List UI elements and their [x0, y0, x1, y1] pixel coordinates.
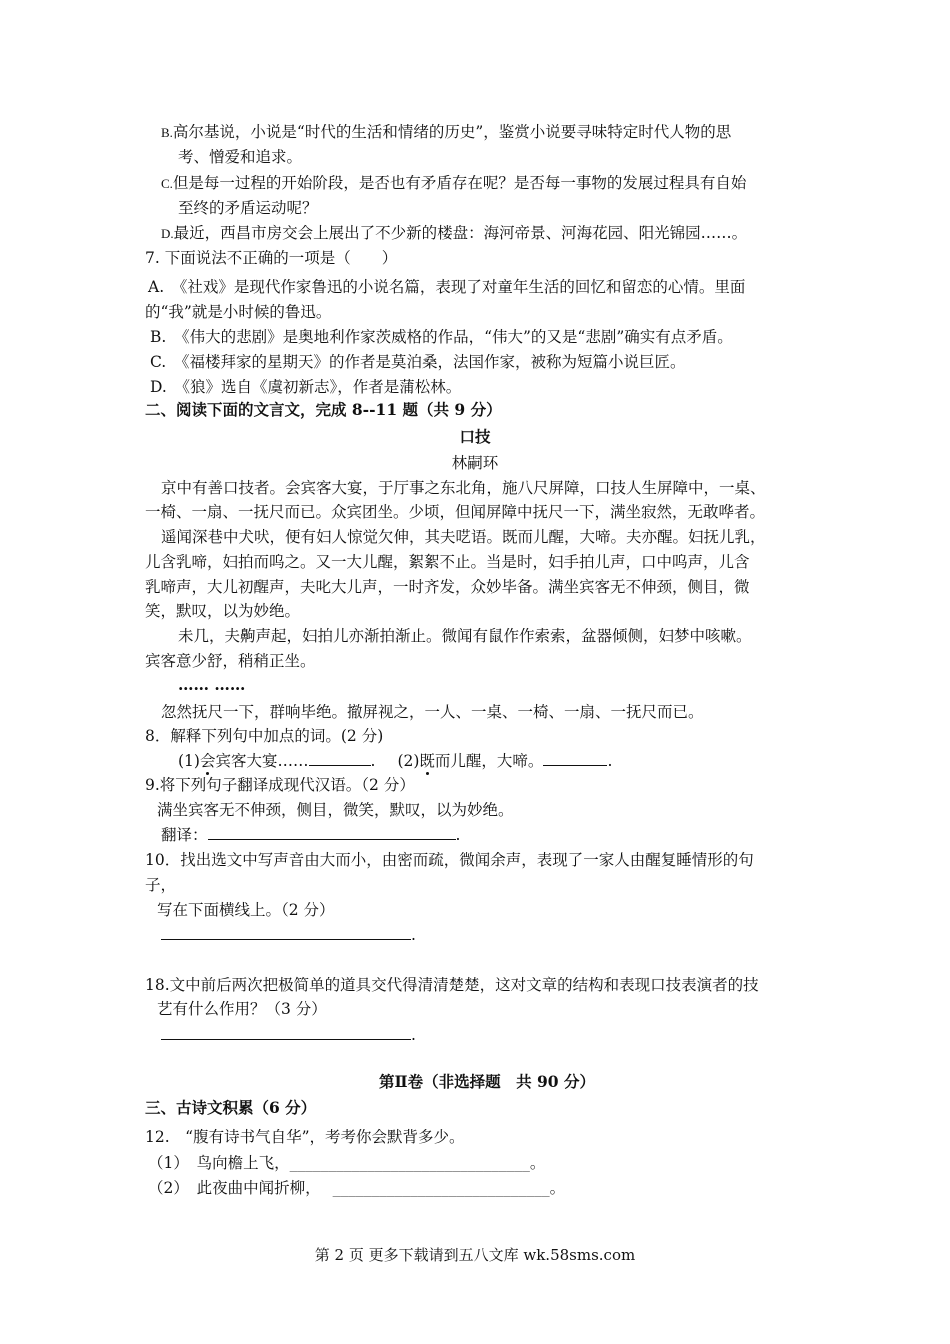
question-10-stem-line2: 子，	[145, 876, 177, 894]
passage-p2-line2: 儿含乳啼，妇拍而呜之。又一大儿醒，絮絮不止。当是时，妇手拍儿声，口中呜声，儿含	[145, 553, 750, 571]
option-text: 但是每一过程的开始阶段，是否也有矛盾存在呢？是否每一事物的发展过程具有自始	[172, 174, 747, 192]
question-7-option-b: B. 《伟大的悲剧》是奥地利作家茨威格的作品，“伟大”的又是“悲剧”确实有点矛盾。	[150, 328, 733, 346]
question-8-items	[178, 751, 612, 771]
section-3-heading: 三、古诗文积累（6 分）	[145, 1098, 317, 1117]
option-text: 最近，西昌市房交会上展出了不少新的楼盘：海河帝景、河海花园、阳光锦园……。	[173, 224, 748, 242]
question-7-option-a: A. 《社戏》是现代作家鲁迅的小说名篇，表现了对童年生活的回忆和留恋的心情。里面	[148, 278, 746, 296]
passage-title: 口技	[459, 427, 491, 446]
item-end: .	[370, 752, 376, 770]
question-10-stem-line3: 写在下面横线上。（2 分）	[157, 901, 335, 919]
passage-p1-line2: 一椅、一扇、一抚尺而已。众宾团坐。少顷，但闻屏障中抚尺一下，满坐寂然，无敢哗者。	[145, 503, 766, 521]
question-7-option-c: C. 《福楼拜家的星期天》的作者是莫泊桑，法国作家，被称为短篇小说巨匠。	[150, 353, 686, 371]
item-text: 宾客大宴……	[215, 752, 309, 770]
question-7-option-a-cont: 的“我”就是小时候的鲁迅。	[145, 303, 332, 321]
item-end: .	[411, 926, 416, 944]
option-6d	[161, 223, 747, 244]
option-text: 高尔基说，小说是“时代的生活和情绪的历史”，鉴赏小说要寻味特定时代人物的思	[172, 123, 732, 141]
answer-blank[interactable]	[161, 1025, 411, 1040]
item-end: .	[607, 752, 613, 770]
answer-blank[interactable]	[208, 825, 456, 840]
question-12-item-2	[148, 1178, 565, 1198]
question-7-option-d: D. 《狼》选自《虞初新志》，作者是蒲松林。	[150, 378, 462, 396]
question-9-translation	[161, 825, 460, 845]
item-end: .	[411, 1026, 416, 1044]
question-18-stem-line2: 艺有什么作用？（3 分）	[157, 1000, 327, 1018]
option-label: B.	[161, 125, 173, 140]
option-6c-cont: 至终的矛盾运动呢？	[178, 199, 318, 217]
dotted-word: 会	[199, 752, 216, 770]
question-9-stem: 9.将下列句子翻译成现代汉语。（2 分）	[145, 776, 415, 794]
question-12-item-1	[148, 1153, 545, 1173]
passage-p2-line4: 笑，默叹，以为妙绝。	[145, 602, 301, 620]
question-10-answer	[161, 925, 416, 945]
question-8-stem: 8．解释下列句中加点的词。(2 分)	[145, 727, 384, 745]
item-text: （2） 此夜曲中闻折柳，	[148, 1179, 321, 1197]
answer-blank[interactable]: ____________________________	[332, 1179, 550, 1197]
answer-blank[interactable]	[543, 751, 607, 766]
question-18-stem-line1: 18.文中前后两次把极简单的道具交代得清清楚楚，这对文章的结构和表现口技表演者的技	[145, 976, 759, 994]
passage-author: 林嗣环	[451, 454, 499, 472]
option-6b	[161, 122, 731, 143]
passage-p2-line1: 遥闻深巷中犬吠，便有妇人惊觉欠伸，其夫呓语。既而儿醒，大啼。夫亦醒。妇抚儿乳，	[161, 528, 766, 546]
question-7-stem: 7. 下面说法不正确的一项是（ ）	[145, 249, 398, 267]
item-end: .	[455, 826, 461, 844]
page-footer: 第 2 页 更多下载请到五八文库 wk.58sms.com	[314, 1246, 636, 1264]
item-number: (2)	[397, 752, 420, 770]
part-2-heading: 第Ⅱ卷（非选择题 共 90 分）	[379, 1072, 595, 1091]
item-number: (1)	[178, 752, 200, 770]
question-12-stem: 12. “腹有诗书气自华”，考考你会默背多少。	[145, 1128, 465, 1146]
passage-p3-line1: 未几，夫齁声起，妇拍儿亦渐拍渐止。微闻有鼠作作索索，盆器倾侧，妇梦中咳嗽。	[178, 627, 752, 645]
passage-p3-line2: 宾客意少舒，稍稍正坐。	[145, 652, 316, 670]
question-18-answer	[161, 1025, 416, 1045]
dotted-word: 既	[419, 752, 435, 770]
option-label: C.	[161, 176, 173, 191]
item-text: 而儿醒，大啼。	[434, 752, 544, 770]
item-end: 。	[529, 1154, 546, 1172]
question-9-sentence: 满坐宾客无不伸颈，侧目，微笑，默叹，以为妙绝。	[157, 801, 514, 819]
item-end: 。	[549, 1179, 566, 1197]
question-10-stem-line1: 10．找出选文中写声音由大而小，由密而疏，微闻余声，表现了一家人由醒复睡情形的句	[145, 851, 754, 869]
option-6c	[161, 173, 746, 194]
passage-p1-line1: 京中有善口技者。会宾客大宴，于厅事之东北角，施八尺屏障，口技人生屏障中，一桌、	[161, 479, 766, 497]
passage-p4: 忽然抚尺一下，群响毕绝。撤屏视之，一人、一桌、一椅、一扇、一抚尺而已。	[161, 703, 704, 721]
option-label: D.	[161, 226, 174, 241]
item-text: （1） 鸟向檐上飞，	[148, 1154, 290, 1172]
passage-p2-line3: 乳啼声，大儿初醒声，夫叱大儿声，一时齐发，众妙毕备。满坐宾客无不伸颈，侧目，微	[145, 578, 750, 596]
option-6b-cont: 考、憎爱和追求。	[178, 148, 303, 166]
translation-label: 翻译：	[161, 826, 208, 844]
answer-blank[interactable]: _______________________________	[289, 1154, 530, 1172]
section-2-heading: 二、阅读下面的文言文，完成 8--11 题（共 9 分）	[145, 400, 502, 419]
answer-blank[interactable]	[309, 751, 371, 766]
passage-ellipsis: …… ……	[178, 675, 246, 694]
answer-blank[interactable]	[161, 925, 411, 940]
